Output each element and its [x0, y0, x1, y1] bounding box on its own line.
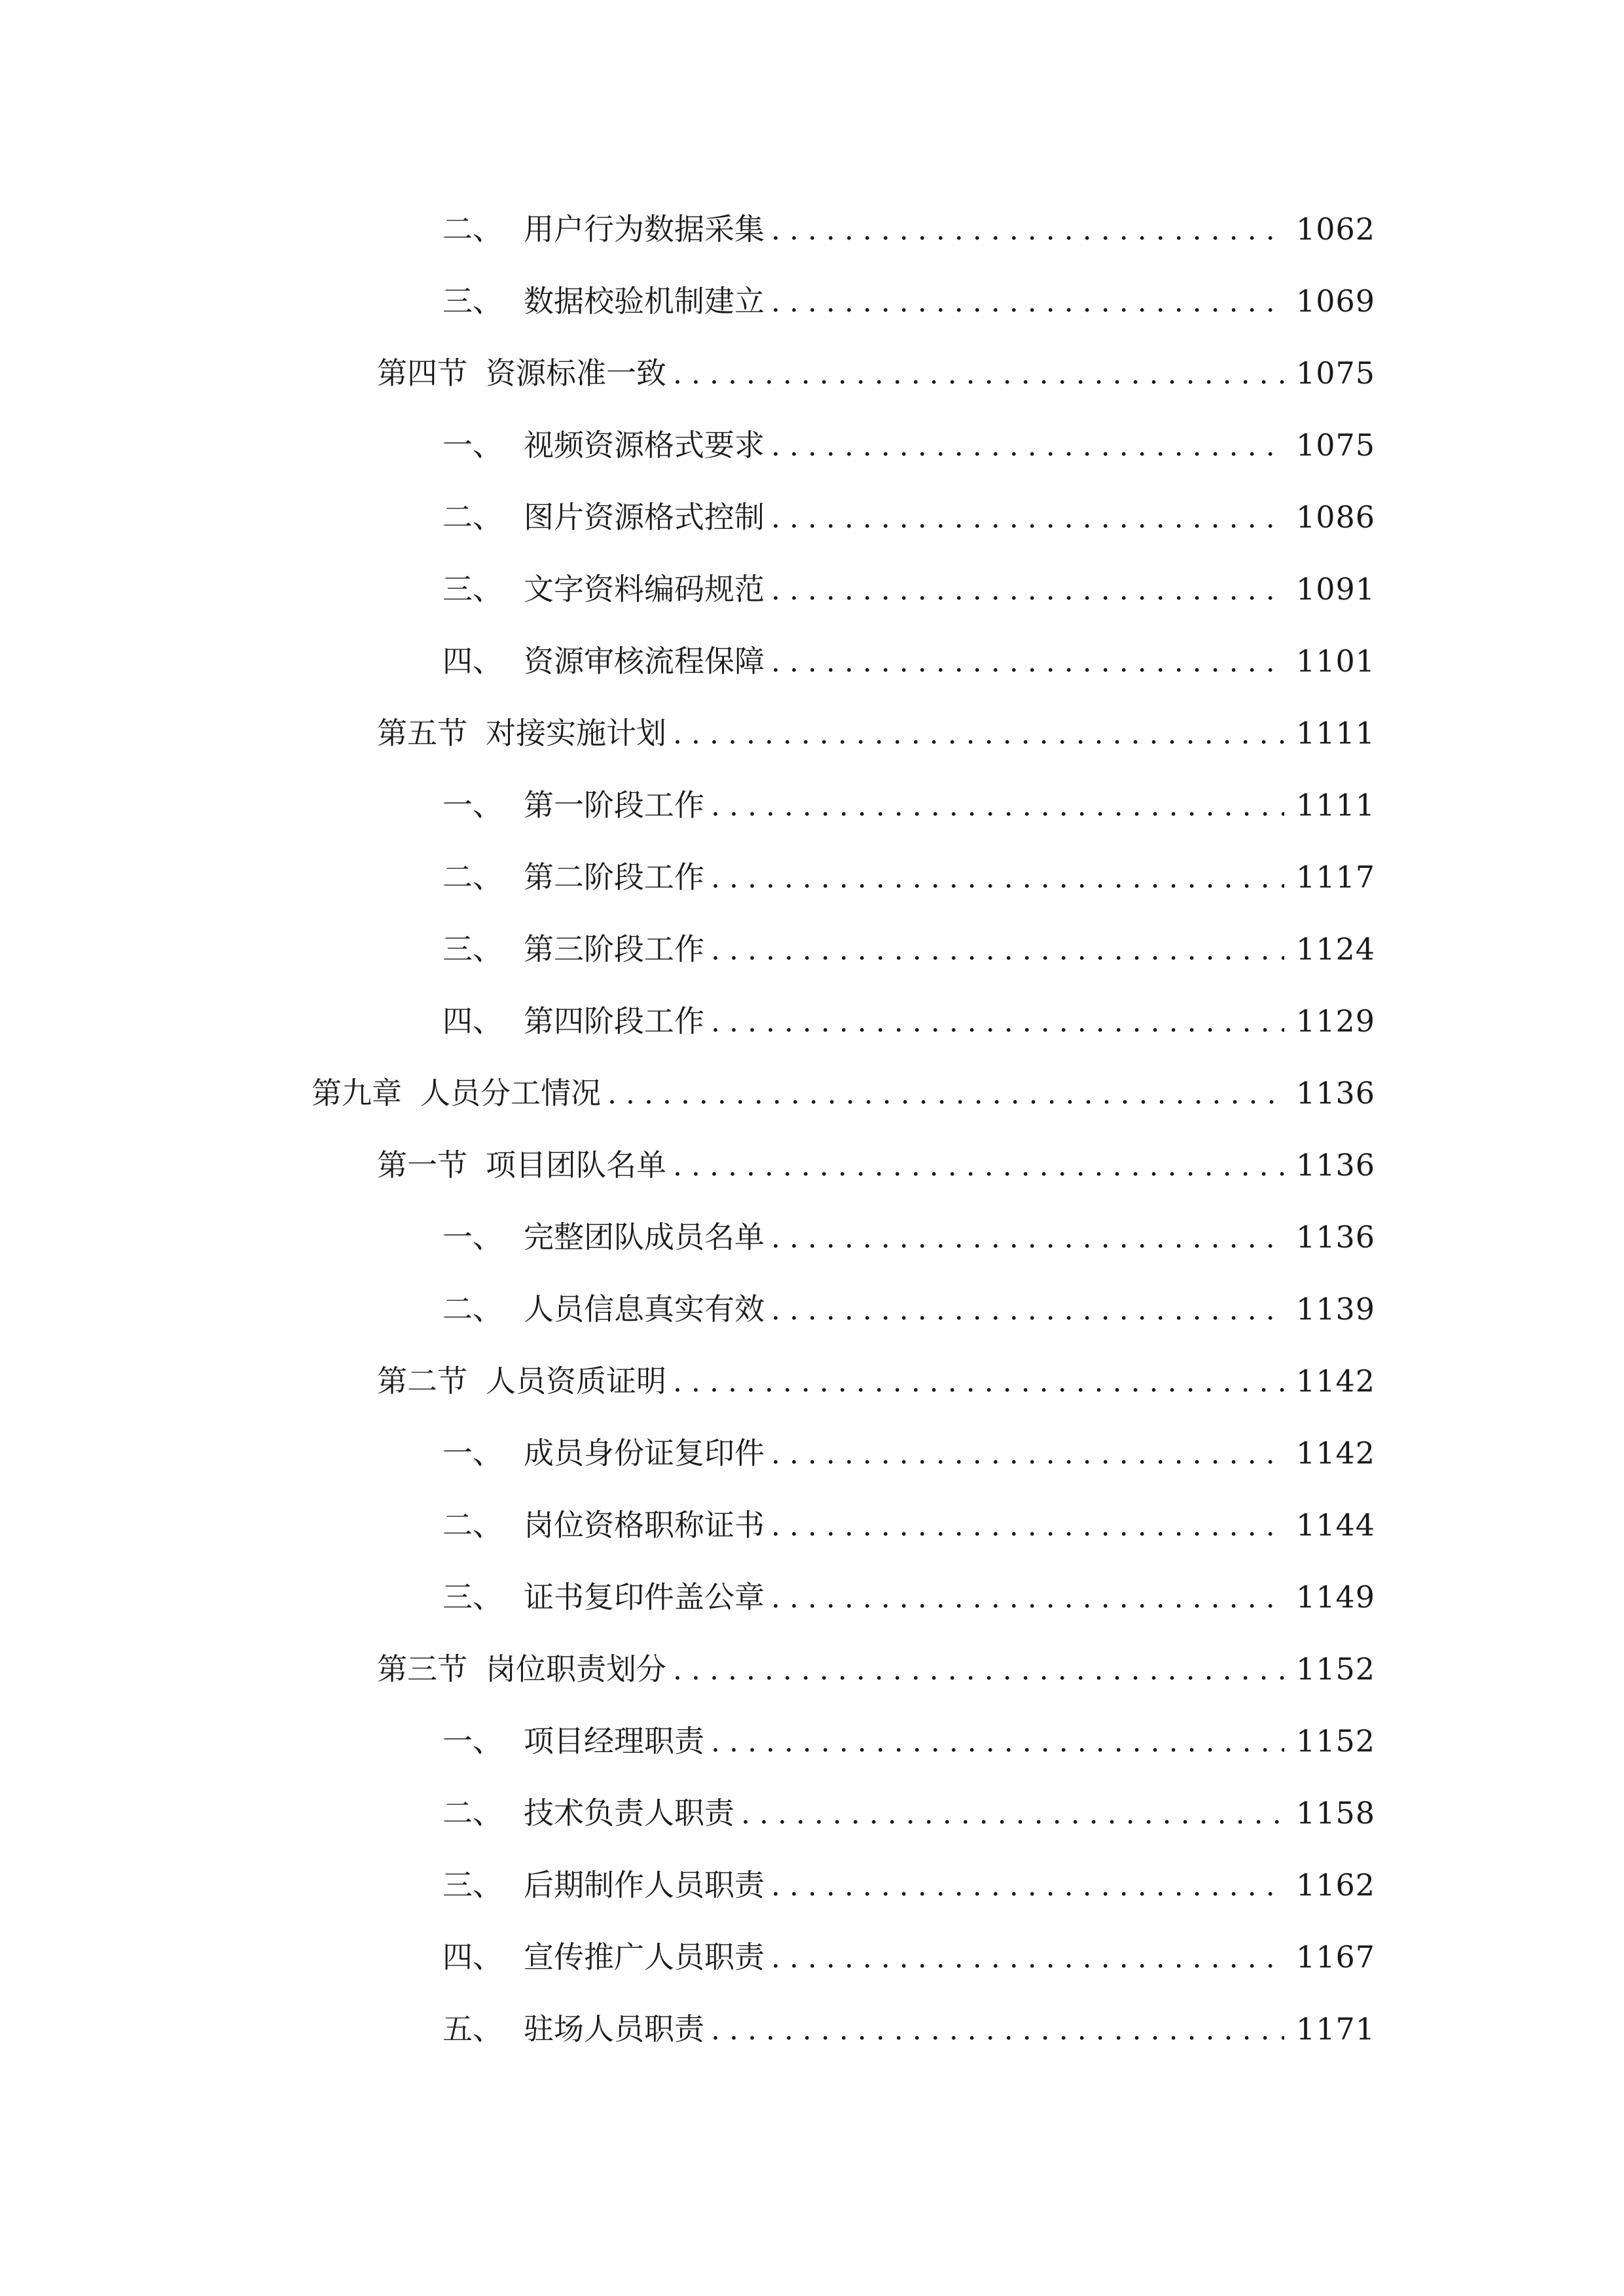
toc-entry-page: 1075: [1295, 355, 1375, 391]
toc-entry-title: 视频资源格式要求: [524, 427, 765, 463]
toc-entry-page: 1149: [1295, 1579, 1375, 1615]
dot-leader: [771, 1220, 1284, 1257]
toc-entry-title: 技术负责人职责: [524, 1795, 734, 1831]
toc-entry[interactable]: [377, 1145, 1375, 1185]
toc-entry-title: 项目经理职责: [524, 1723, 704, 1759]
toc-entry[interactable]: [442, 2009, 1375, 2049]
toc-entry[interactable]: [442, 1865, 1375, 1905]
toc-entry[interactable]: [442, 1577, 1375, 1617]
toc-entry-page: 1139: [1295, 1291, 1375, 1327]
toc-entry-title: 人员分工情况: [420, 1075, 601, 1111]
toc-entry-title: 用户行为数据采集: [524, 211, 765, 247]
toc-entry-page: 1111: [1295, 787, 1375, 823]
toc-entry-page: 1101: [1295, 643, 1375, 679]
toc-entry-title: 第三阶段工作: [524, 931, 704, 967]
toc-entry-number: 三、: [442, 1579, 503, 1615]
toc-entry[interactable]: [442, 1721, 1375, 1761]
dot-leader: [771, 644, 1284, 681]
toc-entry[interactable]: [442, 425, 1375, 465]
toc-entry[interactable]: [442, 281, 1375, 321]
toc-entry-number: 二、: [442, 1507, 503, 1543]
toc-entry-number: 第二节: [377, 1363, 467, 1399]
toc-entry-number: 三、: [442, 283, 503, 319]
toc-entry-number: 第九章: [312, 1075, 402, 1111]
toc-entry-page: 1069: [1295, 283, 1375, 319]
toc-entry-number: 三、: [442, 571, 503, 607]
dot-leader: [771, 500, 1284, 537]
dot-leader: [771, 1436, 1284, 1473]
toc-entry[interactable]: [442, 1505, 1375, 1545]
toc-entry-page: 1144: [1295, 1507, 1375, 1543]
toc-entry[interactable]: [442, 497, 1375, 537]
toc-entry-title: 第二阶段工作: [524, 859, 704, 895]
toc-entry-page: 1124: [1295, 931, 1375, 967]
toc-entry-page: 1171: [1295, 2011, 1375, 2047]
dot-leader: [673, 716, 1284, 753]
dot-leader: [771, 284, 1284, 321]
dot-leader: [771, 212, 1284, 249]
toc-entry-title: 对接实施计划: [486, 715, 666, 751]
dot-leader: [771, 1292, 1284, 1329]
dot-leader: [673, 1652, 1284, 1689]
toc-entry-number: 第一节: [377, 1147, 467, 1183]
toc-entry-page: 1142: [1295, 1363, 1375, 1399]
toc-entry-title: 岗位资格职称证书: [524, 1507, 765, 1543]
toc-entry-number: 五、: [442, 2011, 503, 2047]
toc-entry[interactable]: [442, 641, 1375, 681]
toc-entry-title: 宣传推广人员职责: [524, 1939, 765, 1975]
dot-leader: [771, 572, 1284, 609]
dot-leader: [771, 428, 1284, 465]
toc-entry-number: 第四节: [377, 355, 467, 391]
toc-entry[interactable]: [442, 857, 1375, 897]
dot-leader: [711, 860, 1284, 897]
toc-entry-number: 四、: [442, 1939, 503, 1975]
toc-entry-page: 1142: [1295, 1435, 1375, 1471]
dot-leader: [711, 788, 1284, 825]
toc-entry[interactable]: [312, 1073, 1375, 1113]
toc-entry-number: 二、: [442, 211, 503, 247]
toc-entry-page: 1129: [1295, 1003, 1375, 1039]
toc-entry[interactable]: [377, 1361, 1375, 1401]
dot-leader: [711, 2012, 1284, 2049]
toc-entry-title: 证书复印件盖公章: [524, 1579, 765, 1615]
toc-entry-title: 资源标准一致: [486, 355, 666, 391]
toc-entry-number: 二、: [442, 499, 503, 535]
toc-entry-title: 驻场人员职责: [524, 2011, 704, 2047]
toc-entry[interactable]: [442, 1433, 1375, 1473]
toc-entry-title: 人员资质证明: [486, 1363, 666, 1399]
toc-entry[interactable]: [442, 569, 1375, 609]
toc-entry-title: 岗位职责划分: [486, 1651, 666, 1687]
dot-leader: [771, 1868, 1284, 1905]
toc-entry-number: 一、: [442, 1435, 503, 1471]
dot-leader: [711, 932, 1284, 969]
toc-entry-title: 文字资料编码规范: [524, 571, 765, 607]
toc-entry-number: 一、: [442, 427, 503, 463]
toc-entry-page: 1086: [1295, 499, 1375, 535]
dot-leader: [673, 1364, 1284, 1401]
toc-entry[interactable]: [442, 209, 1375, 249]
toc-entry[interactable]: [377, 353, 1375, 393]
toc-entry-number: 二、: [442, 1795, 503, 1831]
toc-entry-title: 资源审核流程保障: [524, 643, 765, 679]
toc-entry[interactable]: [442, 1937, 1375, 1977]
toc-entry[interactable]: [442, 785, 1375, 825]
dot-leader: [741, 1796, 1284, 1833]
toc-entry[interactable]: [442, 929, 1375, 969]
dot-leader: [711, 1004, 1284, 1041]
toc-entry-title: 成员身份证复印件: [524, 1435, 765, 1471]
toc-entry-page: 1167: [1295, 1939, 1375, 1975]
toc-entry-number: 四、: [442, 1003, 503, 1039]
toc-entry-number: 三、: [442, 931, 503, 967]
toc-entry-page: 1136: [1295, 1075, 1375, 1111]
toc-entry-number: 一、: [442, 1219, 503, 1255]
toc-entry-number: 二、: [442, 859, 503, 895]
toc-entry-title: 后期制作人员职责: [524, 1867, 765, 1903]
dot-leader: [771, 1508, 1284, 1545]
toc-entry-number: 第三节: [377, 1651, 467, 1687]
toc-entry-title: 第一阶段工作: [524, 787, 704, 823]
toc-entry-page: 1075: [1295, 427, 1375, 463]
toc-entry-title: 数据校验机制建立: [524, 283, 765, 319]
toc-entry-number: 第五节: [377, 715, 467, 751]
toc-entry[interactable]: [442, 1001, 1375, 1041]
toc-entry-page: 1062: [1295, 211, 1375, 247]
dot-leader: [711, 1724, 1284, 1761]
toc-entry-page: 1152: [1295, 1723, 1375, 1759]
dot-leader: [673, 356, 1284, 393]
dot-leader: [771, 1580, 1284, 1617]
toc-entry-number: 四、: [442, 643, 503, 679]
toc-entry-page: 1136: [1295, 1147, 1375, 1183]
toc-entry-number: 一、: [442, 1723, 503, 1759]
toc-entry-page: 1158: [1295, 1795, 1375, 1831]
toc-entry[interactable]: [442, 1217, 1375, 1257]
dot-leader: [771, 1940, 1284, 1977]
toc-entry-title: 完整团队成员名单: [524, 1219, 765, 1255]
toc-entry-title: 项目团队名单: [486, 1147, 666, 1183]
toc-entry-page: 1162: [1295, 1867, 1375, 1903]
toc-entry[interactable]: [442, 1793, 1375, 1833]
toc-entry-title: 人员信息真实有效: [524, 1291, 765, 1327]
toc-entry-number: 二、: [442, 1291, 503, 1327]
toc-entry-number: 一、: [442, 787, 503, 823]
toc-entry-page: 1136: [1295, 1219, 1375, 1255]
dot-leader: [607, 1076, 1284, 1113]
toc-entry-title: 图片资源格式控制: [524, 499, 765, 535]
toc-entry-page: 1091: [1295, 571, 1375, 607]
toc-entry-page: 1111: [1295, 715, 1375, 751]
toc-entry-page: 1117: [1295, 859, 1375, 895]
toc-entry[interactable]: [377, 713, 1375, 753]
toc-entry[interactable]: [442, 1289, 1375, 1329]
dot-leader: [673, 1148, 1284, 1185]
toc-entry-page: 1152: [1295, 1651, 1375, 1687]
toc-entry-title: 第四阶段工作: [524, 1003, 704, 1039]
toc-entry[interactable]: [377, 1649, 1375, 1689]
toc-entry-number: 三、: [442, 1867, 503, 1903]
